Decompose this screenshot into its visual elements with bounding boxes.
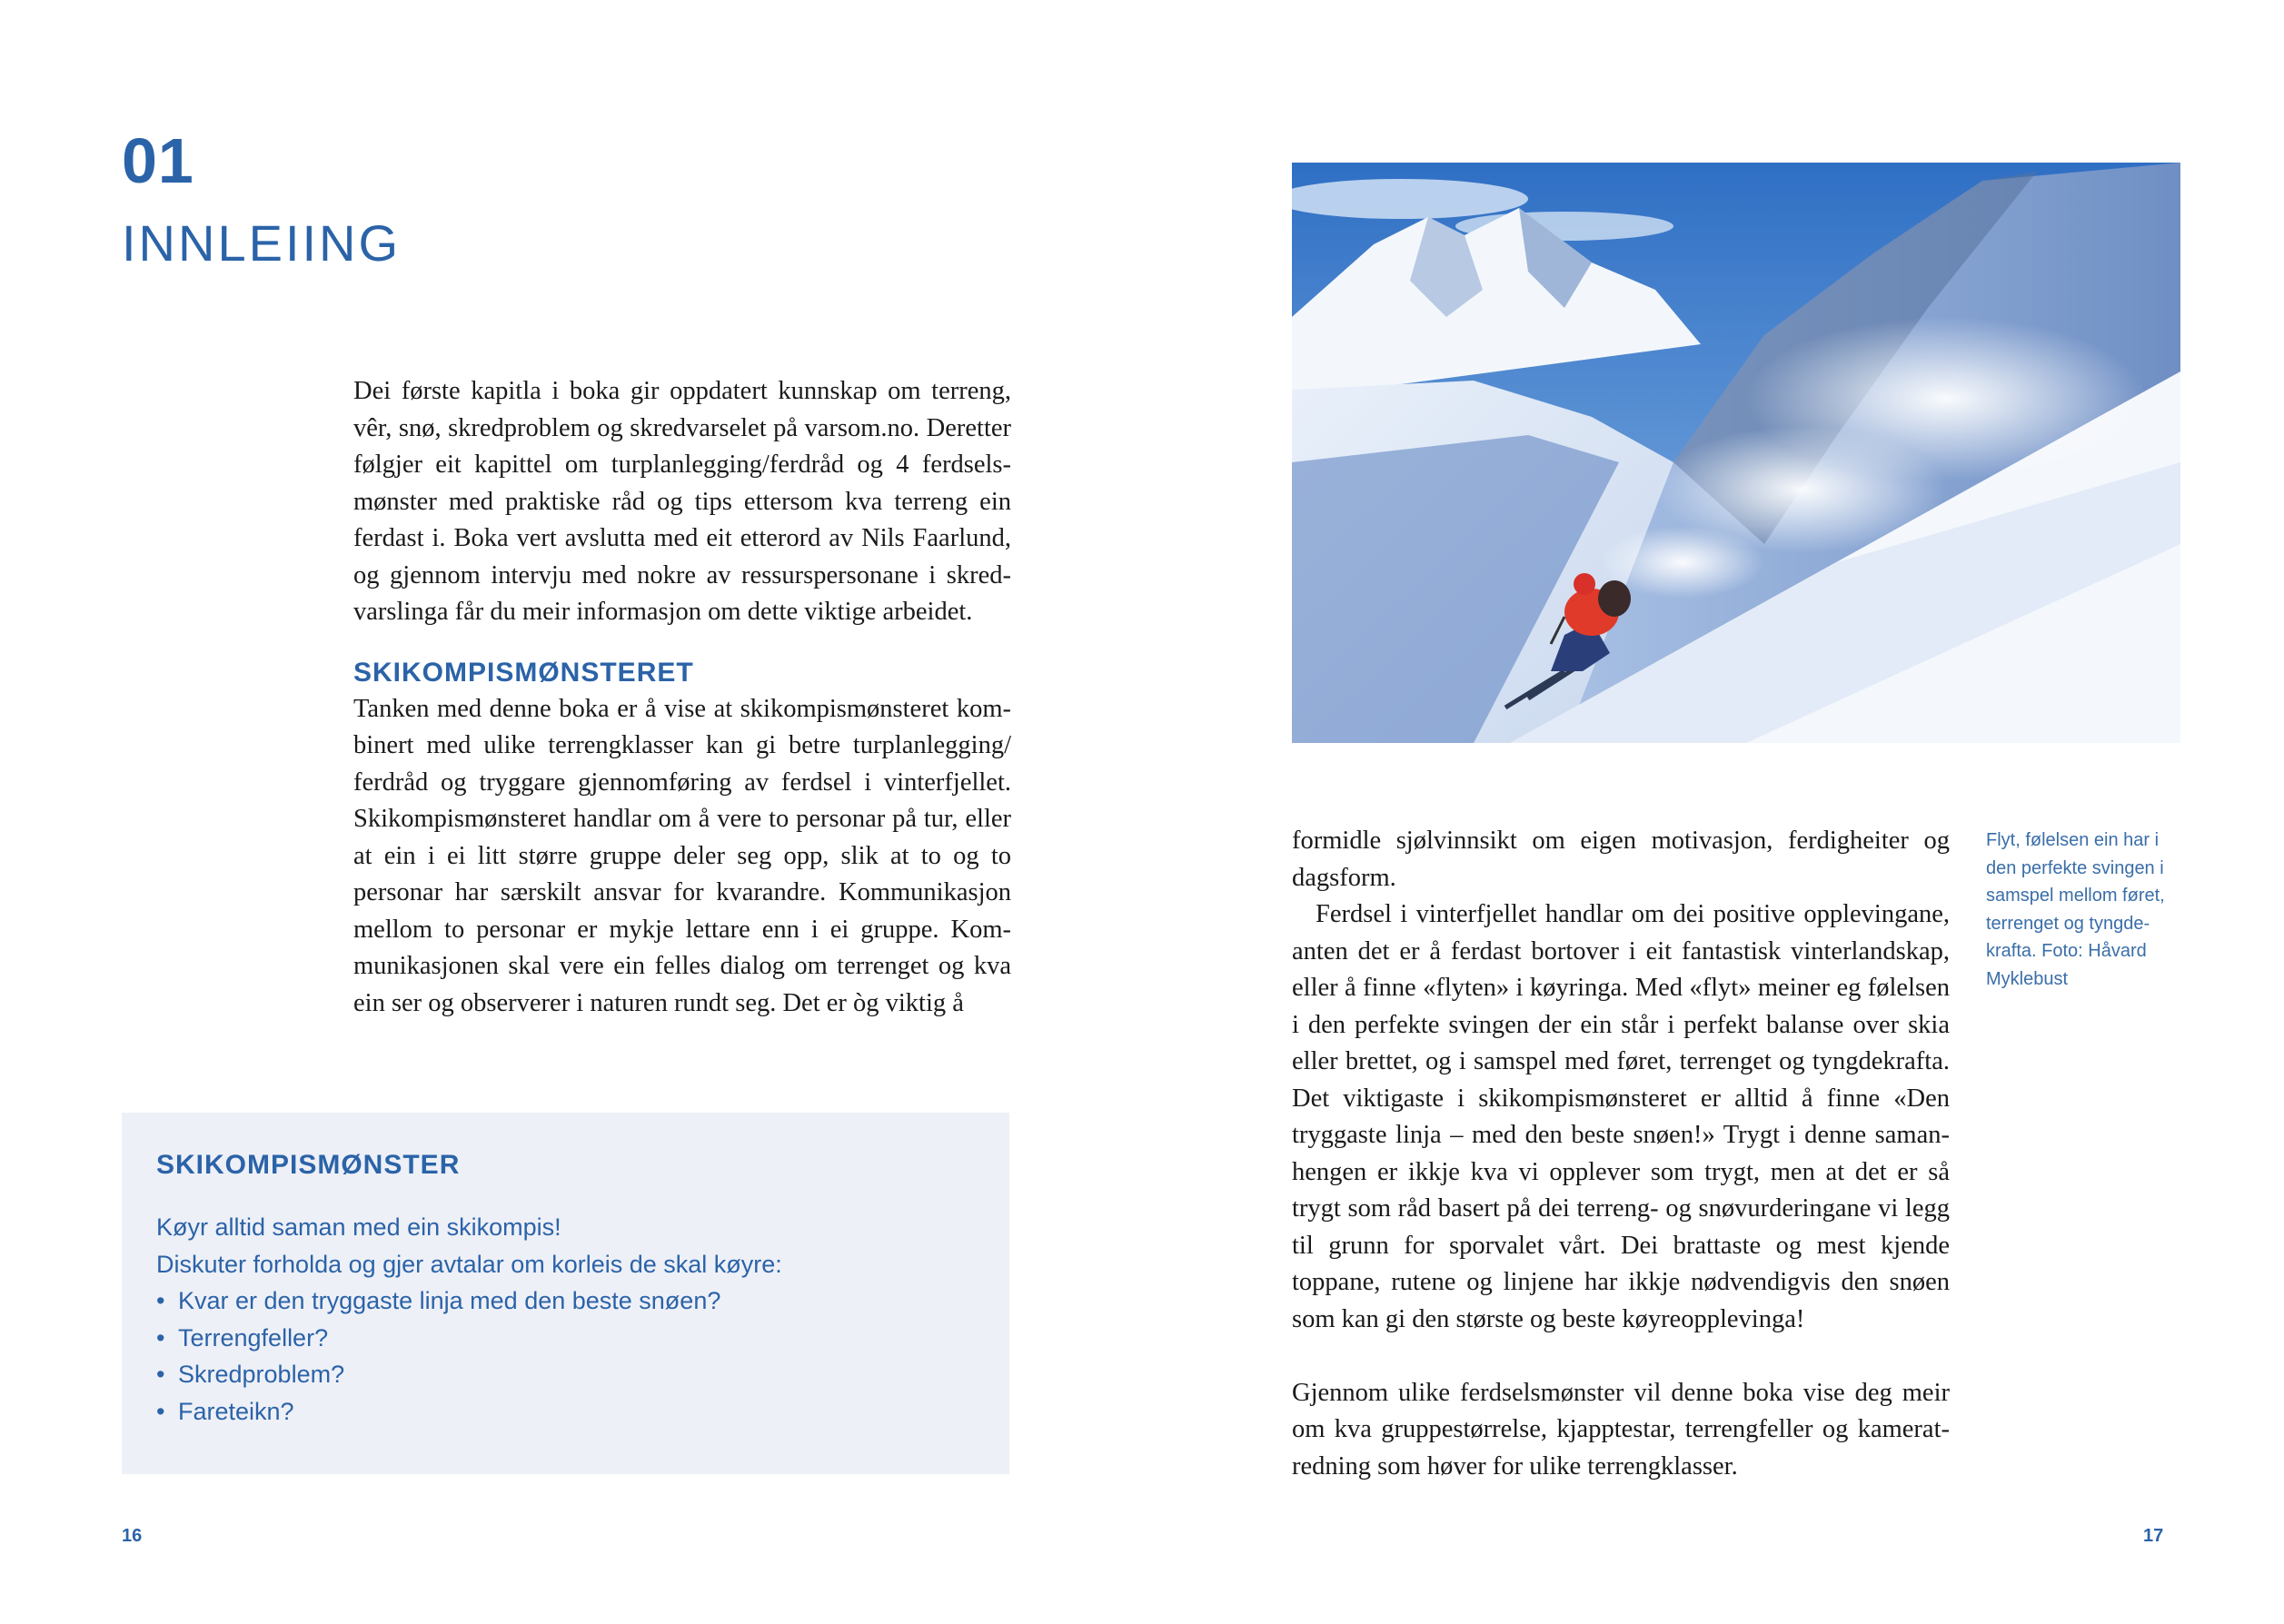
right-paragraph: formidle sjølvinnsikt om eigen motivasjon, ferdigheiter og dagsform. xyxy=(1292,827,1950,892)
right-paragraph: Gjennom ulike ferdselsmønster vil denne boka vise deg meir om kva gruppestørrelse, kjapptestar, terrengfeller og kameratredning som høver for ulike terrengklasser. xyxy=(1292,1378,1950,1480)
bullet-icon: • xyxy=(156,1361,165,1388)
list-item-text: Terrengfeller? xyxy=(178,1323,329,1352)
chapter-number: 01 xyxy=(122,125,194,196)
photo-caption: Flyt, følelsen ein har i den perfekte svingen i samspel mellom føret, terrenget og tyngdekrafta. Foto: Håvard Myklebust xyxy=(1986,830,2165,989)
page-number-left: 16 xyxy=(122,1526,143,1546)
info-box xyxy=(122,1113,1009,1474)
info-box-title: SKIKOMPISMØNSTER xyxy=(156,1150,461,1180)
list-item xyxy=(156,1393,975,1431)
list-item xyxy=(156,1356,975,1393)
list-item-text: Kvar er den tryggaste linja med den beste snøen? xyxy=(178,1287,721,1314)
right-paragraph: Ferdsel i vinterfjellet handlar om dei positive opplevingane, anten det er å ferdast bortover i eit fantastisk vinterlandskap, eller å finne «flyten» i køyringa. Med «flyt» meiner eg følelsen i den perfekte svingen der ein står i perfekt balanse over skia eller brettet, og i samspel med føret, terrenget og tyngdekrafta. Det viktigaste i skikompismønsteret er alltid å finne «Den tryggaste linja – med den beste snøen!» Trygt i denne samanhengen er ikkje kva vi opplever som trygt, men at det er så trygt som råd basert på dei terreng- og snøvurderingane vi legg til grunn for sporvalet vårt. Dei brattaste og mest kjende toppane, rutene og linjene har ikkje nødvendigvis den snøen som kan gi den største og beste køyreopplevinga! xyxy=(1292,900,1950,1333)
section-heading: SKIKOMPISMØNSTERET xyxy=(353,657,694,688)
info-box-line: Køyr alltid saman med ein skikompis! xyxy=(156,1213,561,1241)
list-item xyxy=(156,1320,975,1357)
list-item xyxy=(156,1282,975,1320)
left-body-column xyxy=(353,373,1011,1022)
right-body-column xyxy=(1292,823,1950,1485)
bullet-icon: • xyxy=(156,1323,165,1352)
info-box-list xyxy=(156,1282,975,1430)
list-item-text: Fareteikn? xyxy=(178,1397,294,1425)
page-number-right: 17 xyxy=(2143,1526,2164,1546)
bullet-icon: • xyxy=(156,1397,165,1425)
info-box-line: Diskuter forholda og gjer avtalar om korleis de skal køyre: xyxy=(156,1250,782,1278)
list-item-text: Skredproblem? xyxy=(178,1361,345,1388)
skier-photo xyxy=(1292,163,2180,743)
bullet-icon: • xyxy=(156,1287,165,1314)
section-paragraph: Tanken med denne boka er å vise at skikompismønsteret kombinert med ulike terrengklasser kan gi betre turplanlegging/ ferdråd og tryggare gjennomføring av ferdsel i vinterfjellet. Skikompismønsteret handlar om å vere to personar på tur, eller at ein i ei litt større gruppe deler seg opp, slik at to og to personar har særskilt ansvar for kvarandre. Kommunikasjon mellom to personar er mykje lettare enn i ei gruppe. Kommunikasjonen skal vere ein felles dialog om terrenget og kva ein ser og observerer i naturen rundt seg. Det er òg viktig å xyxy=(353,694,1011,1017)
chapter-title: INNLEIING xyxy=(122,214,402,272)
intro-paragraph: Dei første kapitla i boka gir oppdatert kunnskap om terreng, vêr, snø, skredproblem og skredvarselet på varsom.no. Deretter følgjer eit kapittel om turplanlegging/ferdråd og 4 ferdselsmønster med praktiske råd og tips ettersom kva terreng ein ferdast i. Boka vert avslutta med eit etterord av Nils Faarlund, og gjennom intervju med nokre av ressurspersonane i skredvarslinga får du meir informasjon om dette viktige arbeidet. xyxy=(353,377,1011,626)
